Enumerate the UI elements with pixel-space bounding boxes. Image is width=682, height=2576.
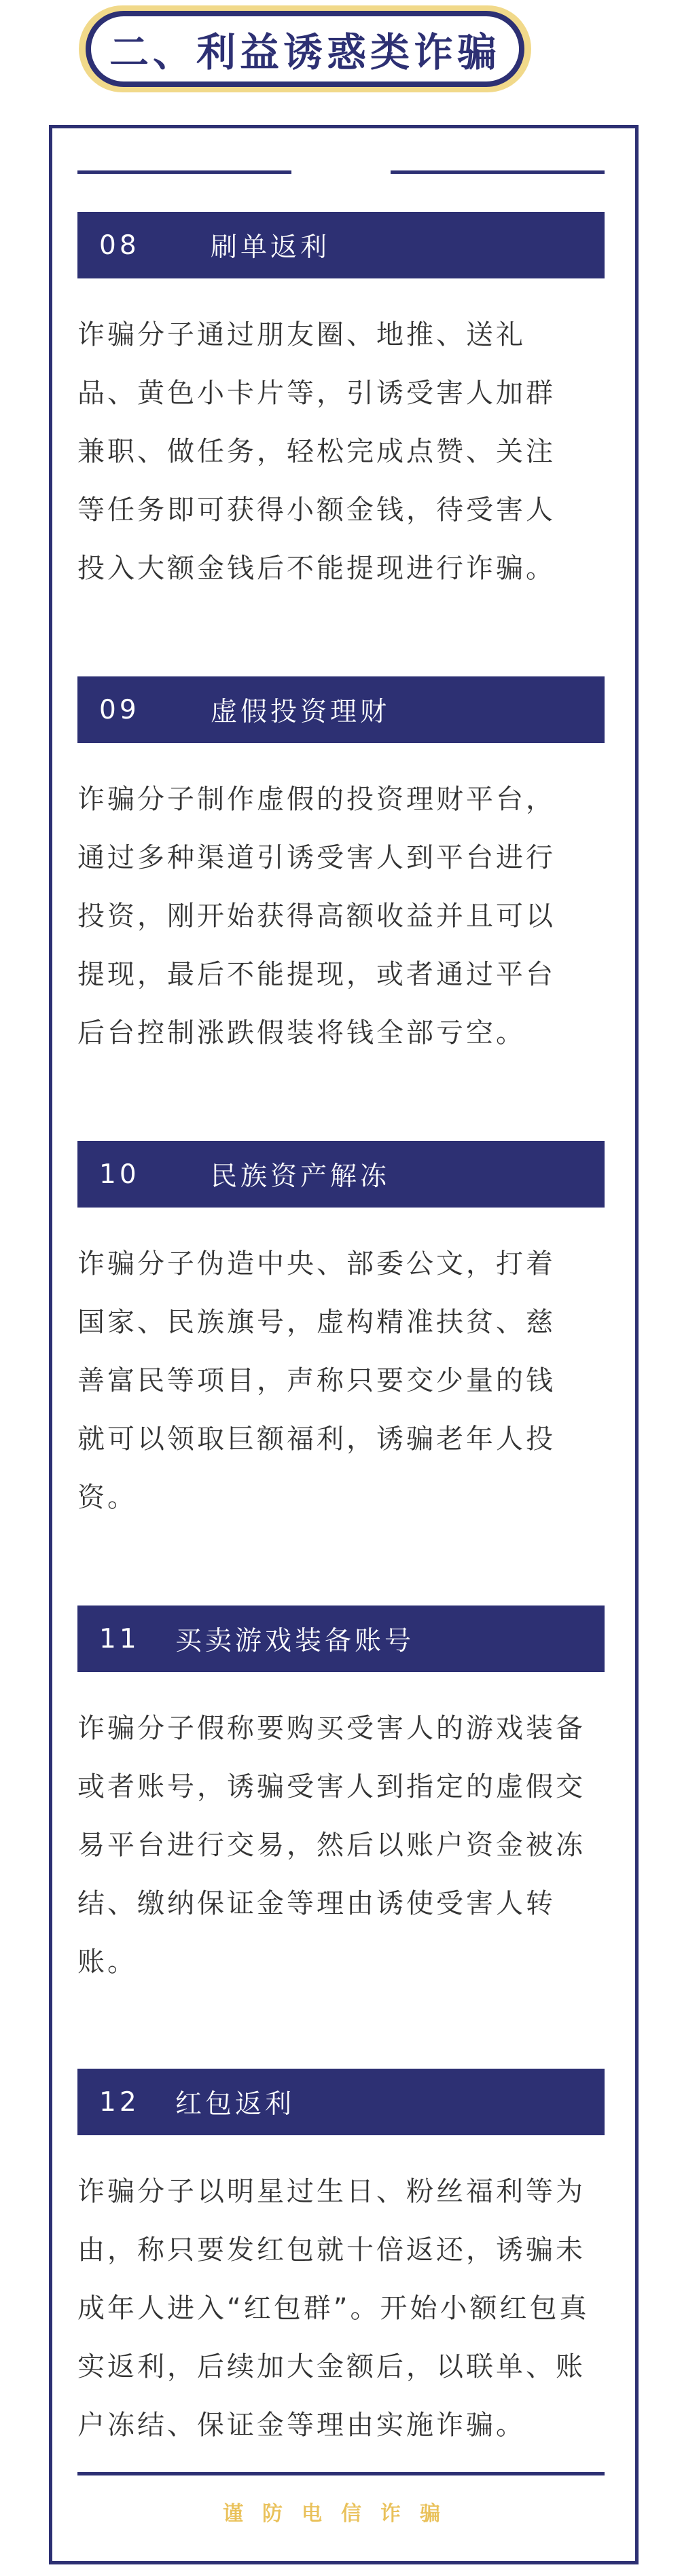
body-line: 实返利，后续加大金额后，以联单、账	[77, 2351, 586, 2382]
section-header-10	[77, 1141, 605, 1208]
divider-bottom	[77, 2472, 605, 2475]
body-line: 诈骗分子以明星过生日、粉丝福利等为	[77, 2176, 586, 2207]
section-body-12	[77, 2162, 605, 2454]
body-line: 诈骗分子假称要购买受害人的游戏装备	[77, 1713, 586, 1744]
section-body-08	[77, 306, 605, 598]
section-title: 虚假投资理财	[211, 697, 391, 727]
body-line: 提现，最后不能提现，或者通过平台	[77, 959, 556, 990]
body-line: 账。	[77, 1946, 137, 1978]
section-number: 08	[99, 230, 140, 261]
section-header-08	[77, 212, 605, 278]
body-line: 户冻结、保证金等理由实施诈骗。	[77, 2410, 526, 2441]
body-line: 或者账号，诱骗受害人到指定的虚假交	[77, 1771, 586, 1802]
body-line: 后台控制涨跌假装将钱全部亏空。	[77, 1017, 526, 1049]
divider-left	[77, 170, 291, 174]
section-header-09	[77, 676, 605, 743]
body-line: 易平台进行交易，然后以账户资金被冻	[77, 1830, 586, 1861]
body-line: 兼职、做任务，轻松完成点赞、关注	[77, 436, 556, 467]
section-header-12	[77, 2069, 605, 2135]
section-body-11	[77, 1699, 605, 1991]
section-header-11	[77, 1606, 605, 1672]
section-number: 10	[99, 1159, 140, 1190]
body-line: 结、缴纳保证金等理由诱使受害人转	[77, 1888, 556, 1919]
body-line: 成年人进入“红包群”。开始小额红包真	[77, 2293, 590, 2324]
divider-right	[391, 170, 605, 174]
section-body-10	[77, 1235, 605, 1527]
section-title: 红包返利	[175, 2089, 295, 2120]
body-line: 投入大额金钱后不能提现进行诈骗。	[77, 553, 556, 584]
section-number: 09	[99, 694, 140, 725]
body-line: 诈骗分子制作虚假的投资理财平台，	[77, 784, 556, 815]
section-title: 买卖游戏装备账号	[175, 1626, 415, 1656]
body-line: 就可以领取巨额福利，诱骗老年人投	[77, 1423, 556, 1455]
page-title: 二、利益诱惑类诈骗	[109, 29, 501, 75]
body-line: 资。	[77, 1482, 137, 1513]
body-line: 国家、民族旗号，虚构精准扶贫、慈	[77, 1307, 556, 1338]
body-line: 诈骗分子通过朋友圈、地推、送礼	[77, 319, 526, 350]
body-line: 通过多种渠道引诱受害人到平台进行	[77, 842, 556, 873]
body-line: 等任务即可获得小额金钱，待受害人	[77, 494, 556, 526]
body-line: 由，称只要发红包就十倍返还，诱骗未	[77, 2234, 586, 2266]
section-title: 刷单返利	[211, 232, 331, 263]
section-body-09	[77, 770, 605, 1062]
body-line: 品、黄色小卡片等，引诱受害人加群	[77, 378, 556, 409]
body-line: 诈骗分子伪造中央、部委公文，打着	[77, 1248, 556, 1280]
section-title: 民族资产解冻	[211, 1161, 391, 1192]
body-line: 善富民等项目，声称只要交少量的钱	[77, 1365, 556, 1396]
title-pill	[86, 11, 524, 87]
section-number: 11	[99, 1623, 140, 1654]
footer-slogan: 谨防电信诈骗	[223, 2502, 459, 2526]
section-number: 12	[99, 2086, 140, 2118]
title-banner	[79, 5, 531, 92]
body-line: 投资，刚开始获得高额收益并且可以	[77, 901, 556, 932]
